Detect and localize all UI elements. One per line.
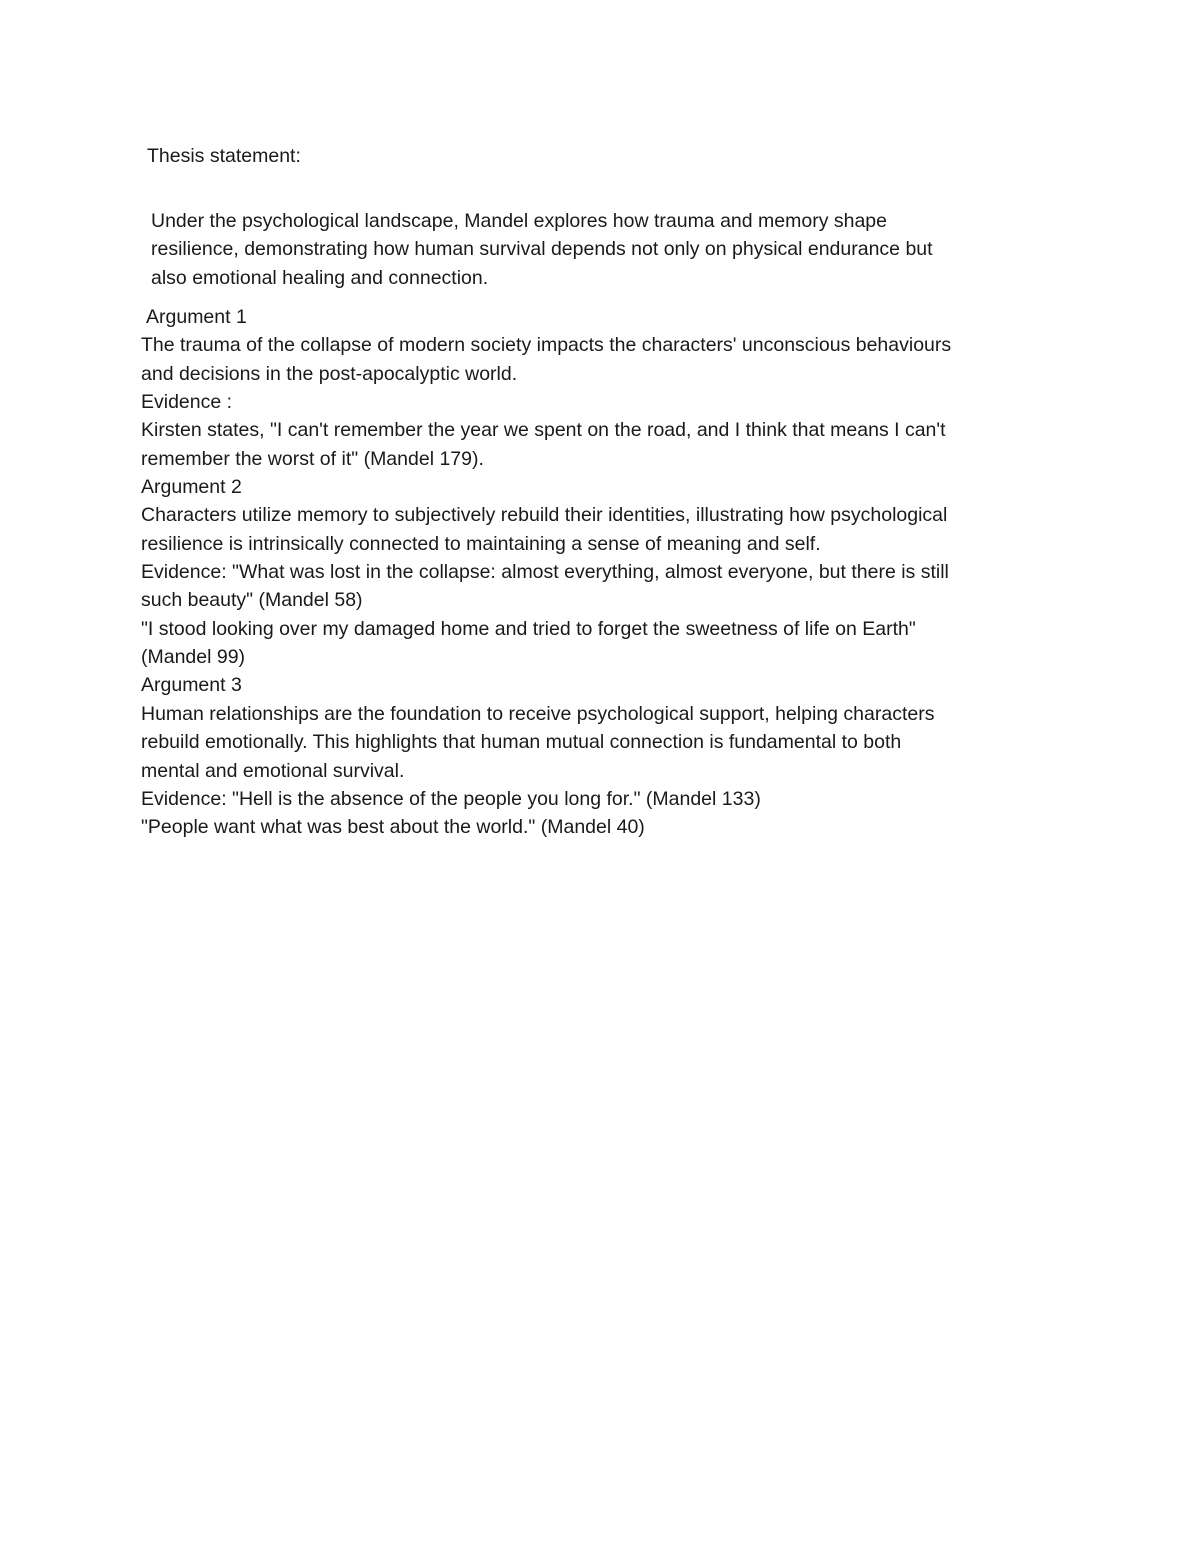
argument-2-text: resilience is intrinsically connected to maintaining a sense of meaning and self. [141, 532, 821, 555]
argument-1-text: The trauma of the collapse of modern society impacts the characters' unconscious behaviours [141, 334, 952, 357]
evidence-quote: "People want what was best about the world." (Mandel 40) [141, 816, 645, 839]
argument-3-text: Human relationships are the foundation to receive psychological support, helping characters [141, 702, 935, 725]
evidence-quote: remember the worst of it" (Mandel 179). [141, 447, 484, 470]
argument-2-text: Characters utilize memory to subjectively rebuild their identities, illustrating how psychological [141, 504, 948, 527]
thesis-line: also emotional healing and connection. [151, 266, 489, 289]
evidence-quote: "I stood looking over my damaged home and tried to forget the sweetness of life on Earth" [141, 617, 916, 640]
arguments-section [141, 303, 1081, 842]
argument-1-text: and decisions in the post-apocalyptic world. [141, 362, 518, 385]
argument-heading-1: Argument 1 [146, 306, 247, 328]
argument-3-text: rebuild emotionally. This highlights that human mutual connection is fundamental to both [141, 731, 902, 754]
thesis-line: Under the psychological landscape, Mandel explores how trauma and memory shape [151, 210, 887, 232]
thesis-statement [151, 207, 1051, 292]
evidence-quote: such beauty" (Mandel 58) [141, 589, 363, 612]
evidence-quote: Evidence: "Hell is the absence of the people you long for." (Mandel 133) [141, 787, 761, 810]
thesis-heading: Thesis statement: [147, 145, 301, 167]
evidence-quote: Evidence: "What was lost in the collapse: almost everything, almost everyone, but there is still [141, 561, 949, 584]
argument-heading-2: Argument 2 [141, 476, 242, 499]
evidence-quote: Kirsten states, "I can't remember the year we spent on the road, and I think that means I can't [141, 419, 946, 442]
argument-heading-3: Argument 3 [141, 674, 242, 697]
evidence-label: Evidence : [141, 391, 233, 414]
thesis-line: resilience, demonstrating how human survival depends not only on physical endurance but [151, 238, 933, 261]
argument-3-text: mental and emotional survival. [141, 759, 405, 782]
evidence-quote: (Mandel 99) [141, 646, 246, 669]
